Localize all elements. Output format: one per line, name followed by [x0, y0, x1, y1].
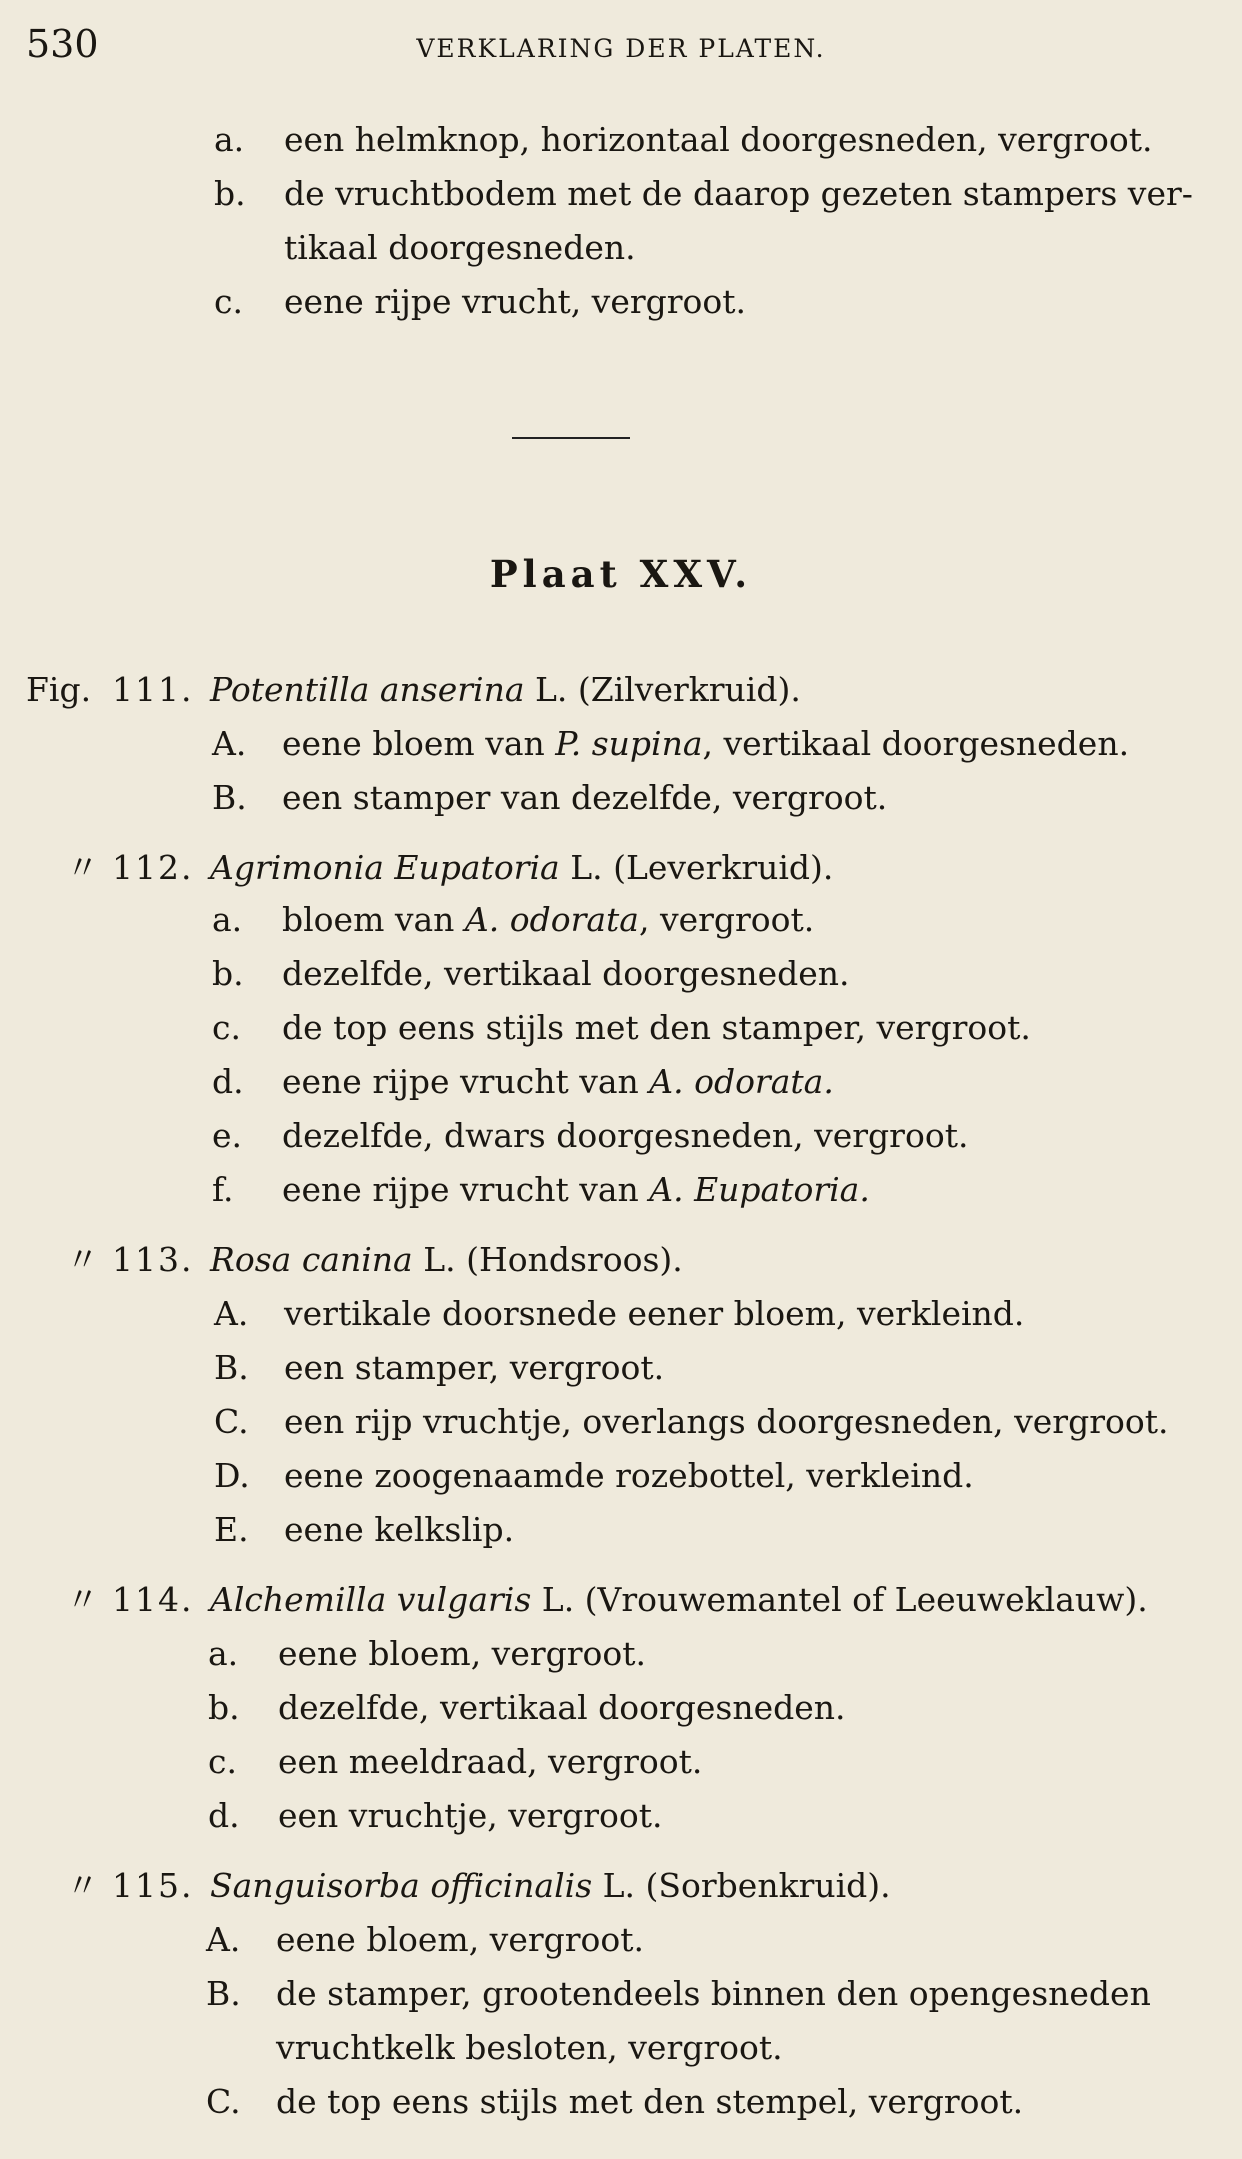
item-label: C.	[206, 2082, 241, 2121]
figure-title	[210, 670, 801, 710]
species-ref: P. supina	[555, 724, 703, 763]
common-name: L. (Zilverkruid).	[524, 670, 801, 709]
figure-prefix: 〃	[66, 848, 99, 887]
item-label: f.	[212, 1170, 234, 1209]
figure-prefix: 〃	[66, 1866, 99, 1905]
item-text	[284, 1294, 1024, 1334]
figure-number: 115.	[112, 1866, 194, 1905]
text-run: vertikale doorsnede eener bloem, verkleind.	[284, 1294, 1025, 1333]
figure-number: 113.	[112, 1240, 194, 1279]
item-label: E.	[214, 1510, 249, 1549]
text-run: eene kelkslip.	[284, 1510, 515, 1549]
common-name: L. (Hondsroos).	[412, 1240, 683, 1279]
section-divider	[512, 437, 630, 439]
item-text	[282, 954, 850, 994]
species-ref: A. odorata.	[649, 1062, 834, 1101]
item-text	[282, 1062, 834, 1102]
figure-title	[210, 1866, 891, 1906]
text-run: bloem van	[282, 900, 465, 939]
plate-title: Plaat XXV.	[489, 552, 753, 596]
page-number: 530	[26, 22, 99, 66]
item-label: b.	[208, 1688, 240, 1727]
item-text	[282, 724, 1129, 764]
species-ref: A. odorata	[464, 900, 639, 939]
item-label: a.	[214, 120, 245, 159]
text-run: een rijp vruchtje, overlangs doorgesneden, vergroot.	[284, 1402, 1169, 1441]
item-label: D.	[214, 1456, 250, 1495]
common-name: L. (Vrouwemantel of Leeuweklauw).	[531, 1580, 1148, 1619]
item-text: eene rijpe vrucht, vergroot.	[284, 282, 747, 321]
text-run: de top eens stijls met den stempel, vergroot.	[276, 2082, 1024, 2121]
figure-title	[210, 1240, 683, 1280]
item-text	[278, 1634, 646, 1674]
species-ref: A. Eupatoria.	[649, 1170, 870, 1209]
item-text	[276, 1920, 644, 1960]
item-label: d.	[212, 1062, 244, 1101]
item-text	[278, 1742, 702, 1782]
figure-prefix: 〃	[66, 1240, 99, 1279]
item-text	[284, 1510, 514, 1550]
species-name: Sanguisorba officinalis	[210, 1866, 593, 1905]
item-text: tikaal doorgesneden.	[284, 228, 636, 267]
item-label: d.	[208, 1796, 240, 1835]
item-text	[276, 1974, 1151, 2014]
text-run: eene bloem, vergroot.	[278, 1634, 647, 1673]
text-run: dezelfde, vertikaal doorgesneden.	[278, 1688, 846, 1727]
item-text	[284, 1456, 974, 1496]
item-label: A.	[212, 724, 247, 763]
common-name: L. (Sorbenkruid).	[592, 1866, 891, 1905]
item-text	[282, 778, 887, 818]
text-run: de top eens stijls met den stamper, vergroot.	[282, 1008, 1031, 1047]
item-label: c.	[214, 282, 243, 321]
item-text	[278, 1688, 846, 1728]
text-run: dezelfde, vertikaal doorgesneden.	[282, 954, 850, 993]
item-label: a.	[208, 1634, 239, 1673]
species-name: Agrimonia Eupatoria	[210, 848, 560, 887]
text-run: eene rijpe vrucht van	[282, 1170, 650, 1209]
common-name: L. (Leverkruid).	[559, 848, 834, 887]
item-text: de vruchtbodem met de daarop gezeten stampers ver-	[284, 174, 1193, 213]
figure-prefix: 〃	[66, 1580, 99, 1619]
item-label: b.	[214, 174, 246, 213]
figure-number: 114.	[112, 1580, 194, 1619]
text-run: eene rijpe vrucht van	[282, 1062, 650, 1101]
item-text	[282, 1116, 968, 1156]
item-text	[282, 1170, 870, 1210]
item-text	[282, 900, 814, 940]
item-label: B.	[206, 1974, 241, 2013]
text-run: dezelfde, dwars doorgesneden, vergroot.	[282, 1116, 969, 1155]
item-text	[282, 1008, 1031, 1048]
text-run: een stamper van dezelfde, vergroot.	[282, 778, 888, 817]
species-name: Rosa canina	[210, 1240, 413, 1279]
item-text	[276, 2082, 1023, 2122]
figure-number: 111.	[112, 670, 194, 709]
text-run: de stamper, grootendeels binnen den opengesneden	[276, 1974, 1151, 2013]
figure-title	[210, 1580, 1148, 1620]
item-label: A.	[206, 1920, 241, 1959]
item-label: a.	[212, 900, 243, 939]
item-text	[284, 1348, 664, 1388]
running-head: VERKLARING DER PLATEN.	[416, 34, 826, 63]
text-run: eene bloem, vergroot.	[276, 1920, 645, 1959]
text-run: een meeldraad, vergroot.	[278, 1742, 703, 1781]
item-label: c.	[212, 1008, 241, 1047]
item-text: een helmknop, horizontaal doorgesneden, vergroot.	[284, 120, 1153, 159]
item-label: e.	[212, 1116, 243, 1155]
item-text	[278, 1796, 663, 1836]
text-run: een vruchtje, vergroot.	[278, 1796, 663, 1835]
item-label: B.	[214, 1348, 249, 1387]
text-run: eene zoogenaamde rozebottel, verkleind.	[284, 1456, 974, 1495]
item-label: B.	[212, 778, 247, 817]
text-run: vruchtkelk besloten, vergroot.	[276, 2028, 783, 2067]
text-run: , vertikaal doorgesneden.	[702, 724, 1130, 763]
figure-number: 112.	[112, 848, 194, 887]
text-run: eene bloem van	[282, 724, 556, 763]
item-text	[276, 2028, 783, 2068]
item-label: b.	[212, 954, 244, 993]
page-header	[0, 22, 1242, 82]
species-name: Potentilla anserina	[210, 670, 525, 709]
item-label: C.	[214, 1402, 249, 1441]
text-run: , vergroot.	[638, 900, 815, 939]
species-name: Alchemilla vulgaris	[210, 1580, 532, 1619]
item-text	[284, 1402, 1168, 1442]
figure-prefix: Fig.	[26, 670, 92, 709]
item-label: A.	[214, 1294, 249, 1333]
text-run: een stamper, vergroot.	[284, 1348, 665, 1387]
figure-title	[210, 848, 833, 888]
item-label: c.	[208, 1742, 237, 1781]
